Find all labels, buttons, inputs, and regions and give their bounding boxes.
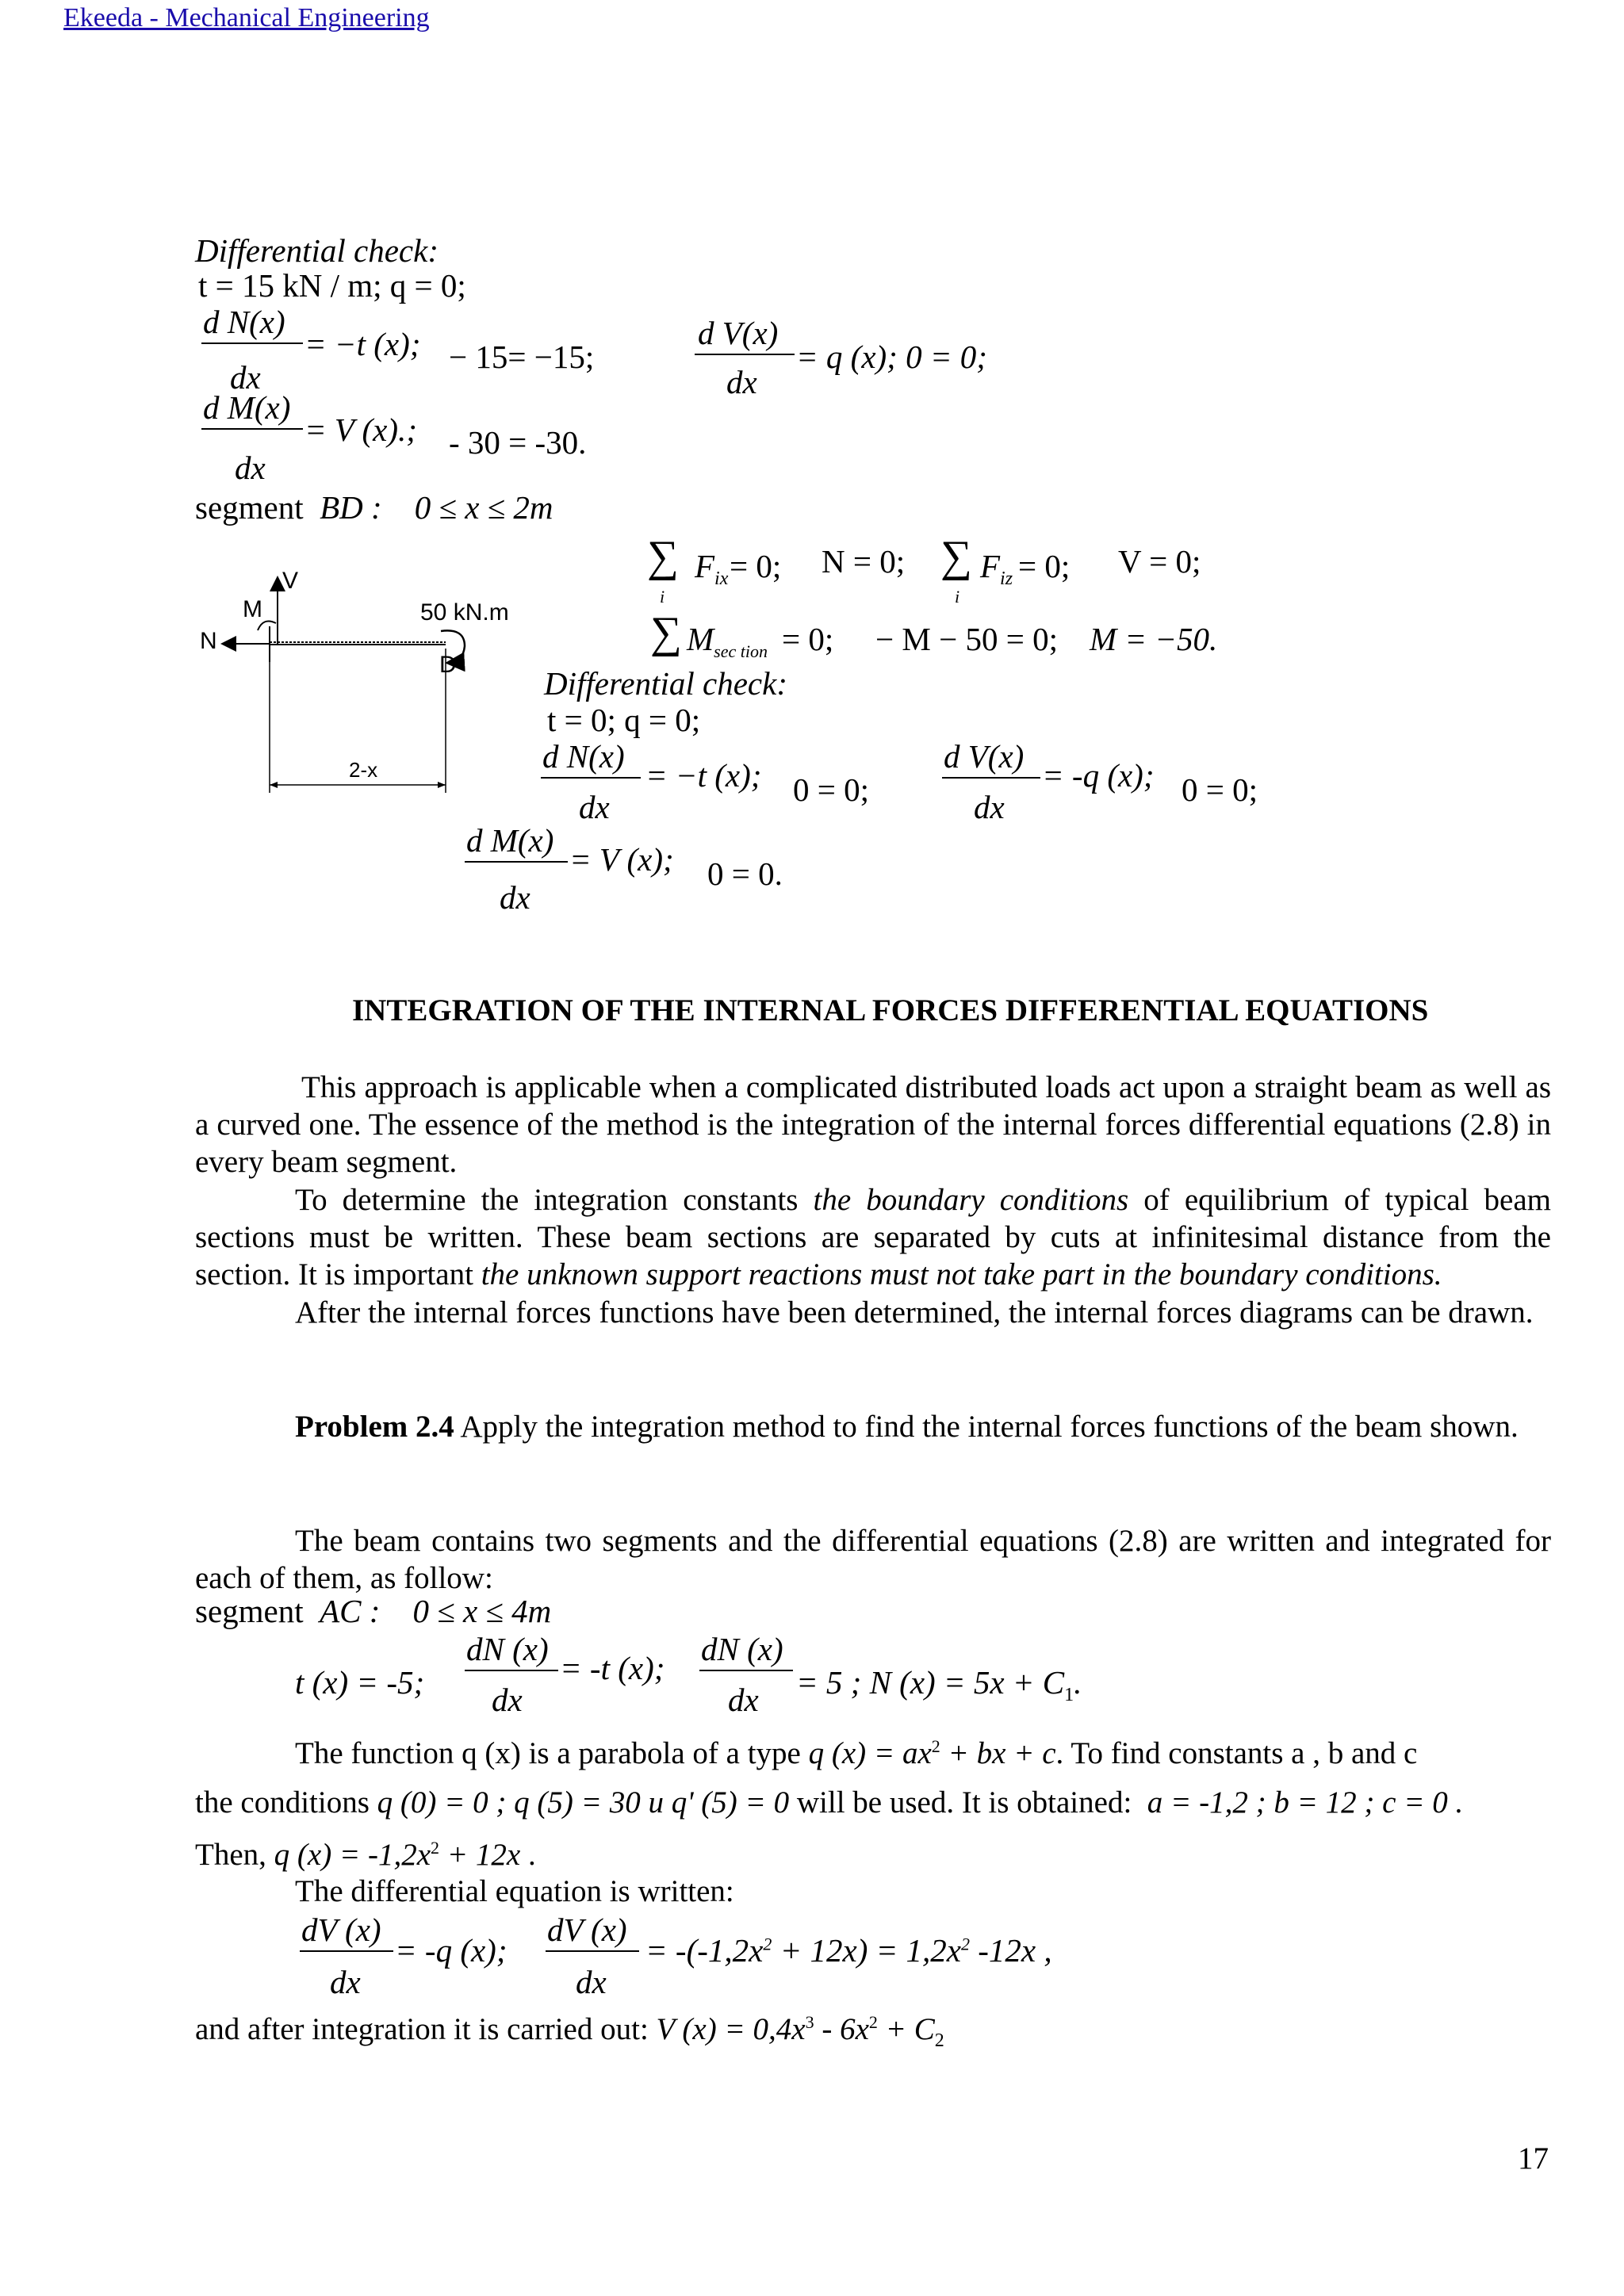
segment-label-bd: segment BD : 0 ≤ x ≤ 2m (195, 489, 553, 526)
dim-arrow-right (438, 782, 446, 788)
fraction-bar (546, 1950, 639, 1952)
diff-written-line: The differential equation is written: (295, 1874, 734, 1908)
moment-eq: − M − 50 = 0; (875, 621, 1058, 657)
sum-index-1: i (660, 587, 665, 607)
section-title: INTEGRATION OF THE INTERNAL FORCES DIFFERENTIAL EQUATIONS (352, 993, 1429, 1027)
dM-rhs-2: = V (x); (569, 841, 674, 878)
dV-rhs-2: = -q (x); (1042, 757, 1155, 794)
dV-denominator-1: dx (726, 364, 757, 400)
parabola-line: The function q (x) is a parabola of a type q $(x) = ax^2$ + bx + c. To find constants a , b and c (295, 1736, 1418, 1770)
dM-numerator-2: d M(x) (466, 822, 554, 859)
dN2-numerator-ac: dN (x) (701, 1631, 783, 1667)
dN-denominator-ac: dx (492, 1682, 523, 1718)
dN-denominator-1: dx (230, 359, 261, 396)
dV2-denominator-ac: dx (576, 1964, 607, 2000)
paragraph-problem: Problem 2.4 Apply the integration method to find the internal forces functions of the beam shown. (295, 1410, 1519, 1444)
moment-result: M = −50. (1090, 621, 1218, 657)
t-equation: t (x) = -5; (295, 1664, 425, 1701)
dV-rhs-ac: = -q (x); (395, 1932, 508, 1969)
dN2-denominator-ac: dx (728, 1682, 759, 1718)
label-m: M (243, 596, 262, 622)
dM-denominator-1: dx (235, 450, 266, 486)
dV-denominator-ac: dx (330, 1964, 361, 2000)
dV-rhs-1: = q (x); 0 = 0; (796, 339, 987, 375)
dM-check-1: - 30 = -30. (449, 424, 587, 461)
fraction-bar (300, 1950, 393, 1952)
final-line: and after integration it is carried out: V $(x) = 0,4x^3 - 6x^2 + C_2$ (195, 2012, 944, 2051)
paragraph-approach: This approach is applicable when a complicated distributed loads act upon a straight beam as well as a curved one. The essence of the method is the integration of the internal forces differential equations (2.8) in every beam segment. (195, 1070, 1551, 1179)
label-dimension: 2-x (349, 758, 378, 782)
fraction-bar (465, 861, 568, 863)
paragraph-diagrams: After the internal forces functions have been determined, the internal forces diagrams can be drawn. (295, 1295, 1534, 1330)
dV-numerator-ac: dV (x) (301, 1911, 381, 1948)
sigma-symbol: ∑ (647, 532, 679, 581)
label-d: D (439, 652, 457, 678)
dim-arrow-left (270, 782, 278, 788)
sum-fix: $F_{ix}$ (695, 548, 729, 590)
label-v: V (282, 568, 299, 594)
dN-numerator-2: d N(x) (542, 738, 625, 775)
sum-fiz: $F_{iz}$ (980, 548, 1013, 590)
dM-denominator-2: dx (500, 879, 530, 916)
dM-numerator-1: d M(x) (203, 389, 291, 426)
fraction-bar (695, 354, 795, 355)
paragraph-segments: The beam contains two segments and the differential equations (2.8) are written and integrated for each of them, as follow: (195, 1524, 1551, 1595)
fraction-bar (541, 777, 641, 779)
dV2-rhs-ac: = $-(-1,2x^2 + 12x) = 1,2x^2$ -12x , (645, 1932, 1052, 1969)
sum-m-rhs: = 0; (782, 621, 834, 657)
dV-denominator-2: dx (974, 789, 1005, 825)
dN-rhs-1: = −t (x); (304, 326, 421, 362)
page-number: 17 (1518, 2141, 1549, 2175)
diff-check-heading-1: Differential check: (195, 232, 439, 269)
segment-label-ac: segment AC : 0 ≤ x ≤ 4m (195, 1593, 552, 1629)
paragraph-boundary: To determine the integration constants the boundary conditions of equilibrium of typical beam sections must be written. These beam sections are separated by cuts at infinitesimal distance from the section. It is important the unknown support reactions must not take part in the boundary conditions. (195, 1183, 1551, 1292)
label-n: N (200, 628, 217, 654)
sigma-symbol: ∑ (940, 532, 972, 581)
dN-numerator-1: d N(x) (203, 304, 285, 340)
fraction-bar (465, 1670, 558, 1671)
header-link[interactable]: Ekeeda - Mechanical Engineering (63, 3, 430, 33)
fraction-bar (201, 428, 303, 430)
normal-force-eq: N = 0; (822, 543, 906, 580)
dV2-numerator-ac: dV (x) (547, 1911, 627, 1948)
dV-numerator-2: d V(x) (944, 738, 1025, 775)
then-line: Then, q $(x) = -1,2x^2 + 12x$ . (195, 1838, 536, 1872)
dN-check-1: − 15= −15; (449, 339, 595, 375)
dN-rhs-ac: = -t (x); (560, 1650, 665, 1686)
fraction-bar (201, 342, 303, 344)
dV-numerator-1: d V(x) (698, 315, 779, 351)
shear-force-eq: V = 0; (1118, 543, 1201, 580)
fraction-bar (699, 1670, 793, 1671)
sum-fiz-rhs: = 0; (1018, 548, 1071, 584)
dM-check-2: 0 = 0. (707, 855, 783, 892)
params-line-1: t = 15 kN / m; q = 0; (198, 267, 466, 304)
conditions-line: the conditions q (0) = 0 ; q (5) = 30 и q' (5) = 0 will be used. It is obtained: a = -1,2 ; b = 12 ; c = 0 . (195, 1785, 1464, 1820)
sum-fix-rhs: = 0; (730, 548, 782, 584)
dN-denominator-2: dx (579, 789, 610, 825)
dN-numerator-ac: dN (x) (466, 1631, 549, 1667)
dN-check-2: 0 = 0; (793, 771, 870, 808)
sigma-symbol: ∑ (650, 608, 682, 657)
dN-rhs-2: = −t (x); (645, 757, 762, 794)
sum-m-section: $M_{sec tion}$ (687, 621, 768, 662)
sum-index-2: i (955, 587, 960, 607)
dM-rhs-1: = V (x).; (304, 411, 417, 448)
fraction-bar (942, 777, 1040, 779)
dN2-rhs-ac: = 5 ; N $(x) = 5x + C_1$. (796, 1664, 1082, 1706)
params-line-2: t = 0; q = 0; (547, 702, 701, 738)
label-applied-moment: 50 kN.m (420, 599, 509, 626)
diff-check-heading-2: Differential check: (544, 665, 787, 702)
dV-check-2: 0 = 0; (1182, 771, 1258, 808)
